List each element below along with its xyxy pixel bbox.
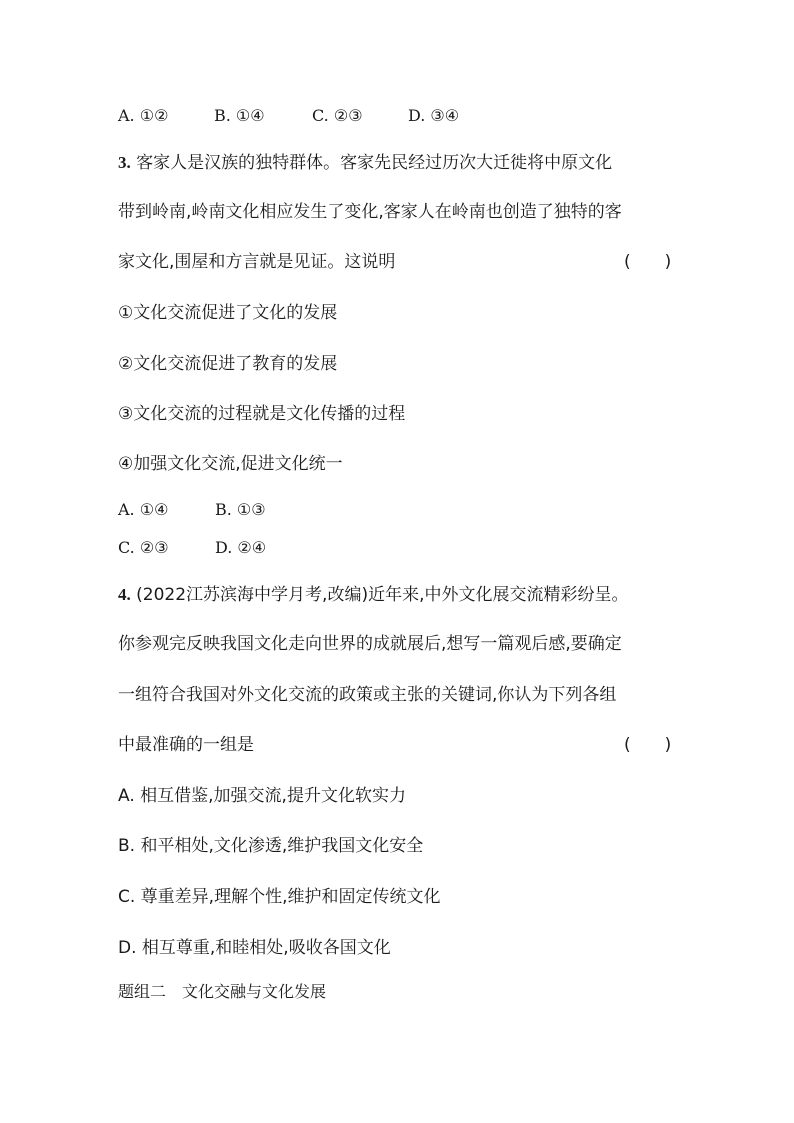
option-c: C. ②③ bbox=[312, 106, 363, 125]
option-a: A. ①④ bbox=[118, 500, 169, 519]
option-d: D. ②④ bbox=[215, 538, 267, 557]
q4-text-1: (2022江苏滨海中学月考,改编)近年来,中外文化展交流精彩纷呈。 bbox=[136, 585, 629, 605]
option-b: B. ①③ bbox=[215, 500, 266, 519]
option-a: A. ①② bbox=[118, 106, 169, 125]
q3-statement-3: ③文化交流的过程就是文化传播的过程 bbox=[118, 404, 406, 424]
q4-number: 4. bbox=[118, 585, 131, 604]
q4-line-4: 中最准确的一组是 bbox=[118, 735, 254, 755]
q4-line-2: 你参观完反映我国文化走向世界的成就展后,想写一篇观后感,要确定 bbox=[118, 634, 622, 654]
option-c: C. ②③ bbox=[118, 538, 169, 557]
q3-line-3: 家文化,围屋和方言就是见证。这说明 bbox=[118, 252, 396, 272]
q3-statement-2: ②文化交流促进了教育的发展 bbox=[118, 354, 338, 374]
q3-statement-1: ①文化交流促进了文化的发展 bbox=[118, 303, 338, 323]
q3-text-1: 客家人是汉族的独特群体。客家先民经过历次大迁徙将中原文化 bbox=[136, 153, 613, 173]
q3-statement-4: ④加强文化交流,促进文化统一 bbox=[118, 454, 343, 474]
q4-line-3: 一组符合我国对外文化交流的政策或主张的关键词,你认为下列各组 bbox=[118, 685, 617, 705]
q4-line-1 bbox=[118, 586, 629, 604]
section-heading: 题组二 文化交融与文化发展 bbox=[118, 982, 327, 1001]
q3-number: 3. bbox=[118, 153, 131, 172]
q4-option-d: D. 相互尊重,和睦相处,吸收各国文化 bbox=[118, 938, 391, 958]
option-d: D. ③④ bbox=[408, 106, 460, 125]
q4-answer-bracket: ( ) bbox=[624, 735, 672, 755]
q3-answer-bracket: ( ) bbox=[624, 252, 672, 272]
q4-option-b: B. 和平相处,文化渗透,维护我国文化安全 bbox=[118, 836, 424, 856]
q4-option-a: A. 相互借鉴,加强交流,提升文化软实力 bbox=[118, 786, 406, 806]
q4-option-c: C. 尊重差异,理解个性,维护和固定传统文化 bbox=[118, 887, 441, 907]
q3-line-2: 带到岭南,岭南文化相应发生了变化,客家人在岭南也创造了独特的客 bbox=[118, 202, 622, 222]
q3-line-1 bbox=[118, 154, 612, 172]
option-b: B. ①④ bbox=[214, 106, 265, 125]
